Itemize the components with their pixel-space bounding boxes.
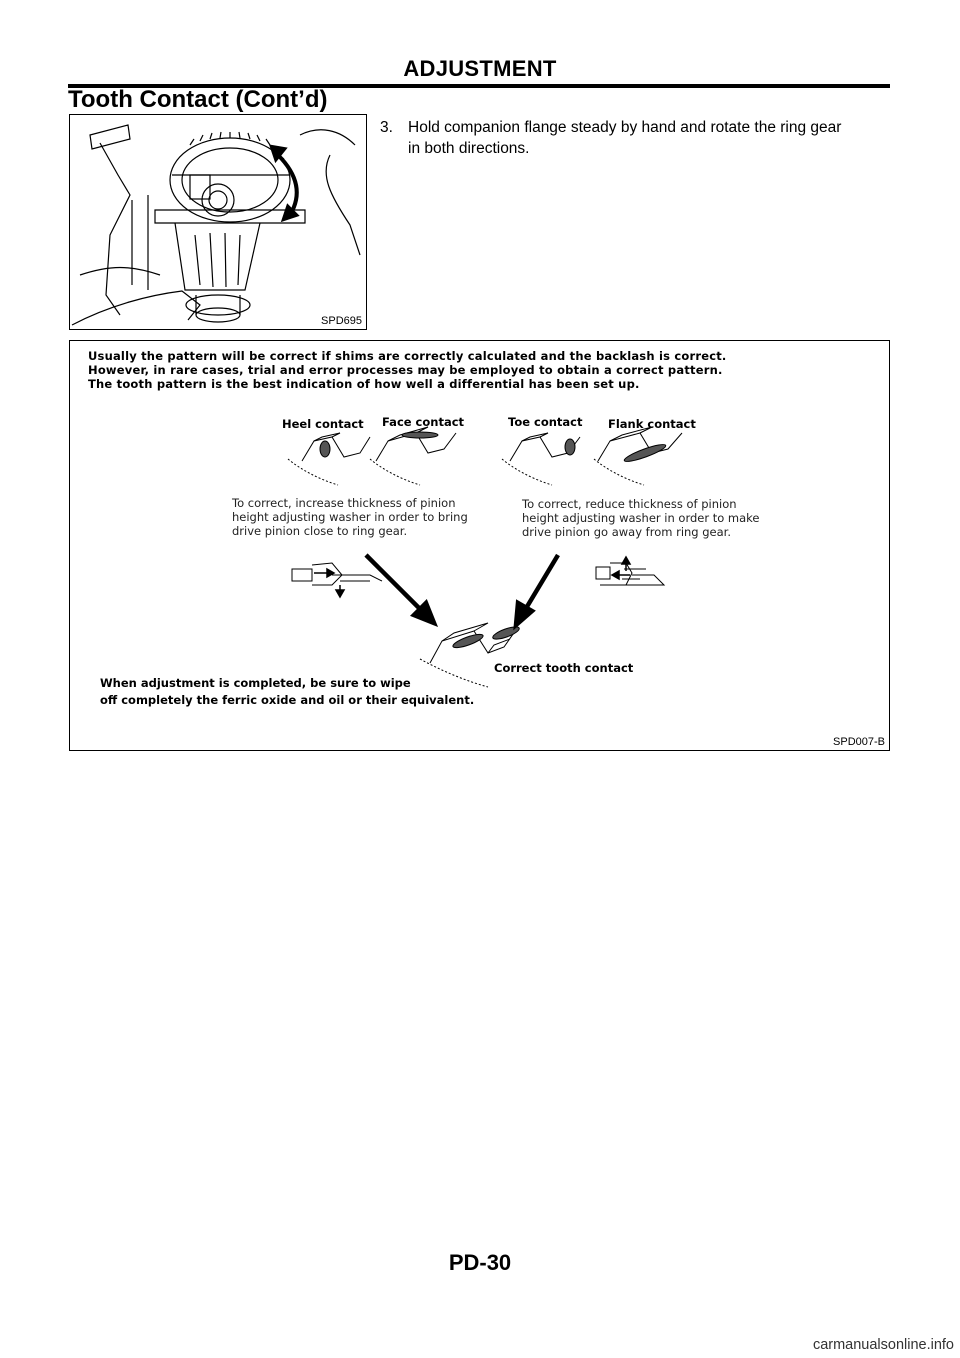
note-line: To correct, reduce thickness of pinion (522, 497, 737, 511)
step-line-2: in both directions. (408, 140, 530, 157)
figure-code: SPD695 (321, 315, 362, 327)
heel-contact-tooth (288, 433, 370, 485)
watermark: carmanualsonline.info (812, 1337, 954, 1353)
flank-contact-label: Flank contact (608, 417, 696, 431)
step-number: 3. (380, 119, 393, 136)
note-line: drive pinion close to ring gear. (232, 524, 408, 538)
toe-contact-tooth (502, 433, 580, 485)
section-title: ADJUSTMENT (403, 56, 557, 81)
note-line: drive pinion go away from ring gear. (522, 525, 732, 539)
flank-contact-tooth (594, 427, 682, 485)
figure-code: SPD007-B (833, 736, 885, 748)
step-3-text (380, 117, 895, 159)
toe-contact-label: Toe contact (508, 415, 583, 429)
correct-contact-label: Correct tooth contact (494, 661, 634, 675)
intro-line: The tooth pattern is the best indication of how well a differential has been set up. (88, 377, 640, 391)
differential-drawing (70, 115, 366, 329)
face-contact-tooth (370, 427, 456, 485)
completion-line: When adjustment is completed, be sure to wipe (100, 676, 411, 690)
pinion-move-out-sketch (596, 563, 664, 585)
note-line: To correct, increase thickness of pinion (232, 496, 456, 510)
note-line: height adjusting washer in order to make (522, 511, 760, 525)
subsection-title: Tooth Contact (Cont’d) (68, 86, 328, 113)
completion-note (100, 675, 474, 709)
face-contact-label: Face contact (382, 415, 465, 429)
differential-illustration (69, 114, 367, 330)
step-line-1: Hold companion flange steady by hand and rotate the ring gear (408, 119, 842, 136)
note-line: height adjusting washer in order to bring (232, 510, 468, 524)
page-number: PD-30 (448, 1250, 512, 1275)
heel-contact-label: Heel contact (282, 417, 364, 431)
tooth-contact-diagram (69, 340, 890, 751)
intro-line: However, in rare cases, trial and error processes may be employed to obtain a correct pattern. (88, 363, 723, 377)
intro-line: Usually the pattern will be correct if shims are correctly calculated and the backlash is correct. (88, 349, 727, 363)
completion-line: off completely the ferric oxide and oil or their equivalent. (100, 693, 475, 707)
